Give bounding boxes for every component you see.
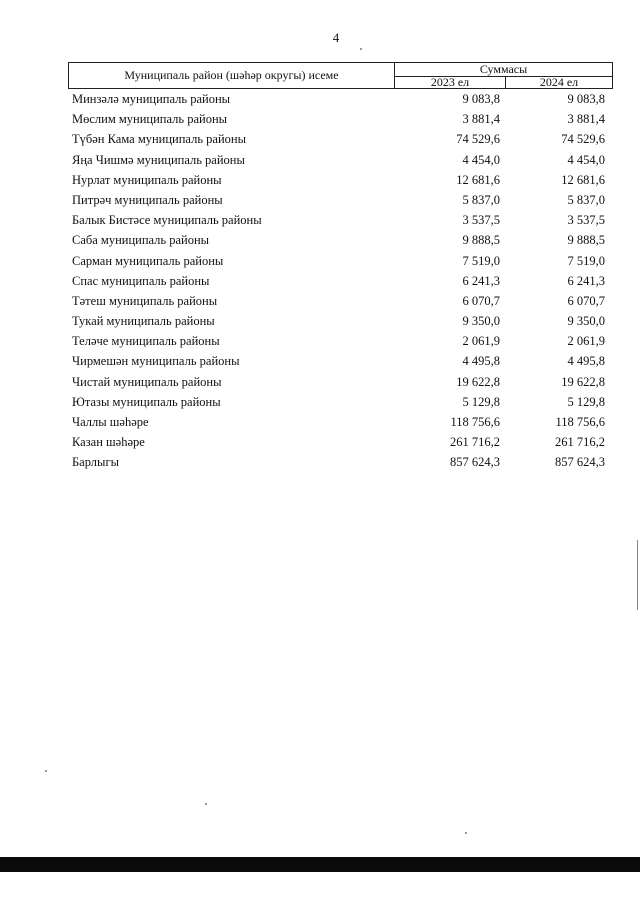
district-name: Спас муниципаль районы — [72, 273, 210, 288]
district-name: Ютазы муниципаль районы — [72, 394, 221, 409]
amount-2023: 5 129,8 — [462, 394, 500, 409]
amount-2024: 19 622,8 — [561, 374, 605, 389]
scan-speck — [360, 48, 362, 50]
district-name: Тәтеш муниципаль районы — [72, 293, 218, 308]
amount-2023: 6 241,3 — [462, 273, 500, 288]
district-name: Саба муниципаль районы — [72, 233, 210, 248]
amount-2024: 5 837,0 — [567, 192, 605, 207]
table-row — [68, 291, 613, 311]
scan-speck — [465, 832, 467, 834]
amount-2024: 9 350,0 — [567, 314, 605, 329]
table-row — [68, 170, 613, 190]
table-header — [68, 62, 613, 89]
district-name: Балык Бистәсе муниципаль районы — [72, 213, 262, 228]
table-row — [68, 351, 613, 371]
scan-bottom-bar — [0, 857, 640, 872]
amount-2024: 7 519,0 — [567, 253, 605, 268]
amount-2024: 9 083,8 — [567, 92, 605, 106]
table-row — [68, 210, 613, 230]
district-name: Чистай муниципаль районы — [72, 374, 222, 389]
amount-2023: 261 716,2 — [450, 435, 500, 450]
amount-2024: 9 888,5 — [567, 233, 605, 248]
amount-2023: 3 537,5 — [462, 213, 500, 228]
table-row — [68, 331, 613, 351]
table-row — [68, 271, 613, 291]
district-name: Тукай муниципаль районы — [72, 314, 215, 329]
amount-2023: 857 624,3 — [450, 455, 500, 470]
amount-2024: 4 454,0 — [567, 152, 605, 167]
table-row — [68, 150, 613, 170]
district-name: Казан шәһәре — [72, 435, 145, 450]
amount-2023: 74 529,6 — [456, 132, 500, 147]
amount-2024: 118 756,6 — [555, 415, 605, 429]
amount-2023: 3 881,4 — [462, 112, 500, 127]
district-name: Чирмешән муниципаль районы — [72, 354, 240, 369]
amount-2023: 9 083,8 — [462, 92, 500, 106]
table-row — [68, 190, 613, 210]
amount-2024: 857 624,3 — [555, 455, 605, 470]
header-district-name: Муниципаль район (шәһәр округы) исеме — [69, 63, 395, 88]
page-number: 4 — [332, 30, 340, 45]
district-name: Чаллы шәһәре — [72, 415, 149, 429]
table-row — [68, 452, 613, 472]
table-row — [68, 372, 613, 392]
district-name: Питрәч муниципаль районы — [72, 192, 223, 207]
amount-2023: 5 837,0 — [462, 192, 500, 207]
amount-2023: 6 070,7 — [462, 293, 500, 308]
table-row — [68, 89, 613, 109]
table-row — [68, 129, 613, 149]
amount-2024: 261 716,2 — [555, 435, 605, 450]
district-name: Мөслим муниципаль районы — [72, 112, 228, 127]
amount-2023: 9 888,5 — [462, 233, 500, 248]
district-name: Түбән Кама муниципаль районы — [72, 132, 246, 147]
amount-2023: 2 061,9 — [462, 334, 500, 349]
district-name: Нурлат муниципаль районы — [72, 172, 222, 187]
table-body — [68, 89, 613, 473]
amount-2024: 6 070,7 — [567, 293, 605, 308]
amount-2024: 2 061,9 — [567, 334, 605, 349]
amount-2023: 7 519,0 — [462, 253, 500, 268]
district-name: Барлыгы — [72, 455, 119, 470]
table-row — [68, 412, 613, 432]
district-name: Минзәлә муниципаль районы — [72, 92, 231, 106]
table-row — [68, 109, 613, 129]
table-row — [68, 392, 613, 412]
header-sums: Суммасы — [395, 63, 612, 77]
amount-2024: 5 129,8 — [567, 394, 605, 409]
table-row — [68, 251, 613, 271]
amount-2024: 12 681,6 — [561, 172, 605, 187]
amount-2023: 12 681,6 — [456, 172, 500, 187]
scan-speck — [45, 770, 47, 772]
district-name: Теләче муниципаль районы — [72, 334, 220, 349]
amount-2024: 3 537,5 — [567, 213, 605, 228]
scan-edge-line — [637, 540, 638, 610]
district-name: Сарман муниципаль районы — [72, 253, 224, 268]
amount-2023: 4 454,0 — [462, 152, 500, 167]
amount-2024: 74 529,6 — [561, 132, 605, 147]
scan-speck — [205, 803, 207, 805]
header-year-2023: 2023 ел — [395, 77, 506, 88]
district-name: Яңа Чишмә муниципаль районы — [72, 152, 245, 167]
budget-table — [68, 62, 613, 473]
header-year-2024: 2024 ел — [539, 75, 579, 89]
amount-2024: 4 495,8 — [567, 354, 605, 369]
table-row — [68, 432, 613, 452]
amount-2024: 6 241,3 — [567, 273, 605, 288]
amount-2023: 19 622,8 — [456, 374, 500, 389]
amount-2023: 9 350,0 — [462, 314, 500, 329]
table-row — [68, 311, 613, 331]
table-row — [68, 230, 613, 250]
amount-2023: 4 495,8 — [462, 354, 500, 369]
amount-2024: 3 881,4 — [567, 112, 605, 127]
amount-2023: 118 756,6 — [450, 415, 500, 429]
